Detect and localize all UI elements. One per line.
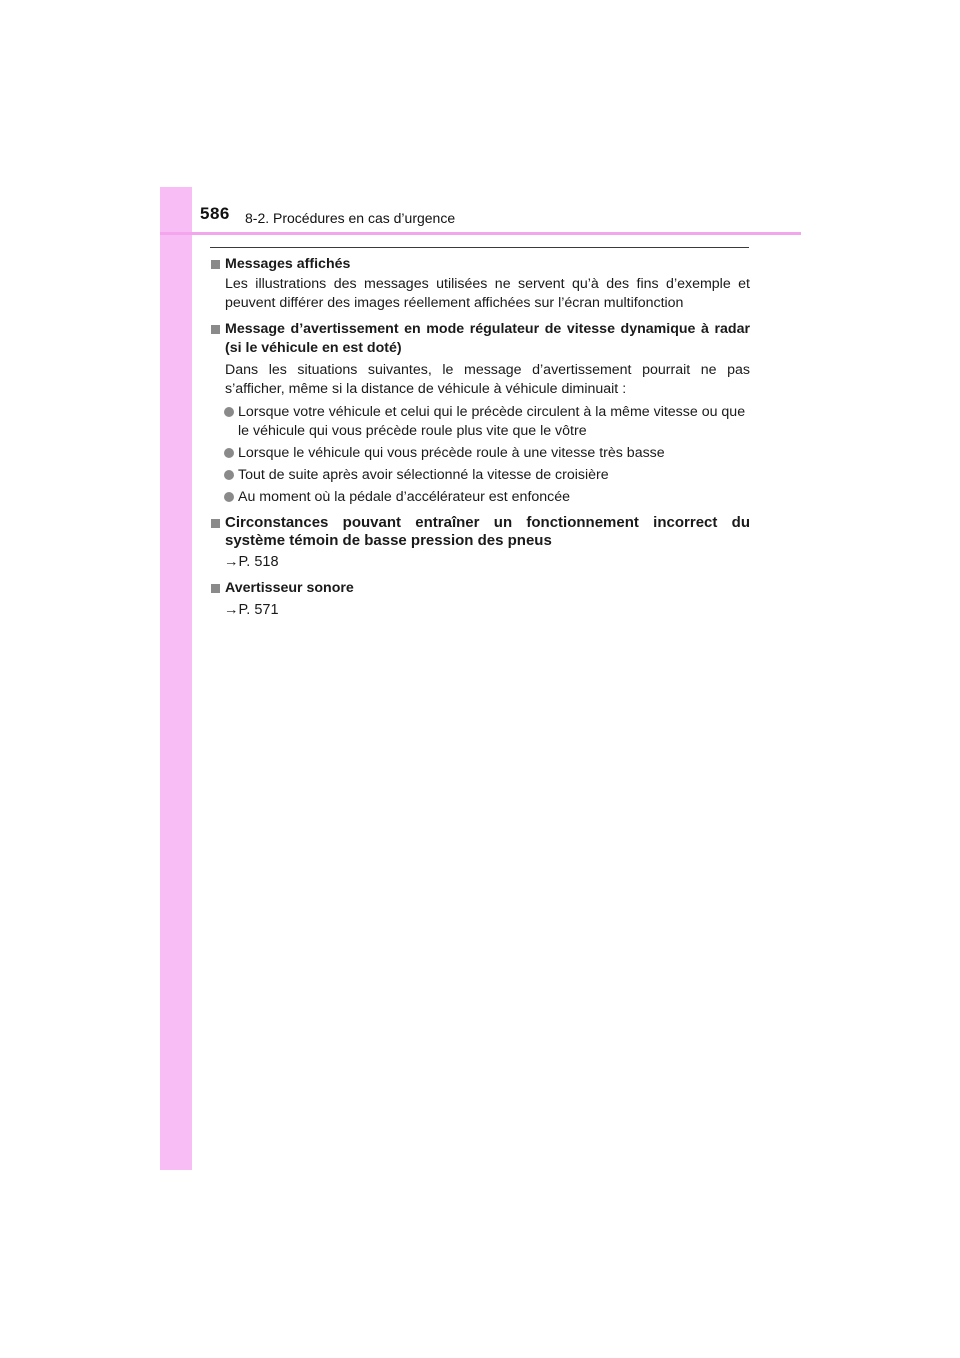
round-bullet-icon bbox=[224, 448, 234, 458]
section-tire-pressure bbox=[210, 514, 750, 572]
square-bullet-icon bbox=[211, 584, 220, 593]
list-item bbox=[224, 466, 750, 485]
paragraph: Les illustrations des messages utilisées ne servent qu’à des fins d’exemple et peuvent différer des images réellement affichées sur l’écran multifonction bbox=[225, 276, 750, 311]
header-rule bbox=[160, 232, 801, 235]
section-messages bbox=[210, 255, 750, 313]
section-title: 8-2. Procédures en cas d’urgence bbox=[245, 210, 456, 226]
square-bullet-icon bbox=[211, 260, 220, 269]
heading-buzzer bbox=[210, 579, 750, 598]
heading-text: Messages affichés bbox=[225, 256, 351, 272]
content bbox=[210, 255, 750, 624]
round-bullet-icon bbox=[224, 470, 234, 480]
side-tab-band bbox=[160, 187, 192, 1170]
content-divider bbox=[210, 247, 749, 248]
list-item-text: Lorsque le véhicule qui vous précède roule à une vitesse très basse bbox=[238, 445, 665, 461]
square-bullet-icon bbox=[211, 519, 220, 528]
heading-text: Circonstances pouvant entraîner un fonctionnement incorrect du système témoin de basse pression des pneus bbox=[225, 514, 750, 549]
round-bullet-icon bbox=[224, 492, 234, 502]
section-buzzer bbox=[210, 579, 750, 620]
list-item bbox=[224, 444, 750, 463]
page-number: 586 bbox=[200, 204, 230, 223]
heading-messages bbox=[210, 255, 750, 274]
list-item bbox=[224, 403, 750, 441]
list-item-text: Lorsque votre véhicule et celui qui le précède circulent à la même vitesse ou que le véhicule qui vous précède roule plus vite que le vôtre bbox=[238, 404, 746, 439]
page-reference: →P. 571 bbox=[224, 602, 279, 618]
heading-text: Message d’avertissement en mode régulateur de vitesse dynamique à radar (si le véhicule en est doté) bbox=[225, 321, 750, 356]
round-bullet-icon bbox=[224, 407, 234, 417]
list-item-text: Au moment où la pédale d’accélérateur est enfoncée bbox=[238, 489, 571, 505]
heading-radar bbox=[210, 320, 750, 358]
list-item bbox=[224, 488, 750, 507]
page-reference: →P. 518 bbox=[224, 554, 279, 570]
heading-text: Avertisseur sonore bbox=[225, 580, 354, 596]
square-bullet-icon bbox=[211, 325, 220, 334]
heading-tire-pressure bbox=[210, 514, 750, 550]
list-item-text: Tout de suite après avoir sélectionné la vitesse de croisière bbox=[238, 467, 609, 483]
section-radar bbox=[210, 320, 750, 507]
paragraph: Dans les situations suivantes, le message d’avertissement pourrait ne pas s’afficher, même si la distance de véhicule à véhicule diminuait : bbox=[225, 362, 750, 397]
